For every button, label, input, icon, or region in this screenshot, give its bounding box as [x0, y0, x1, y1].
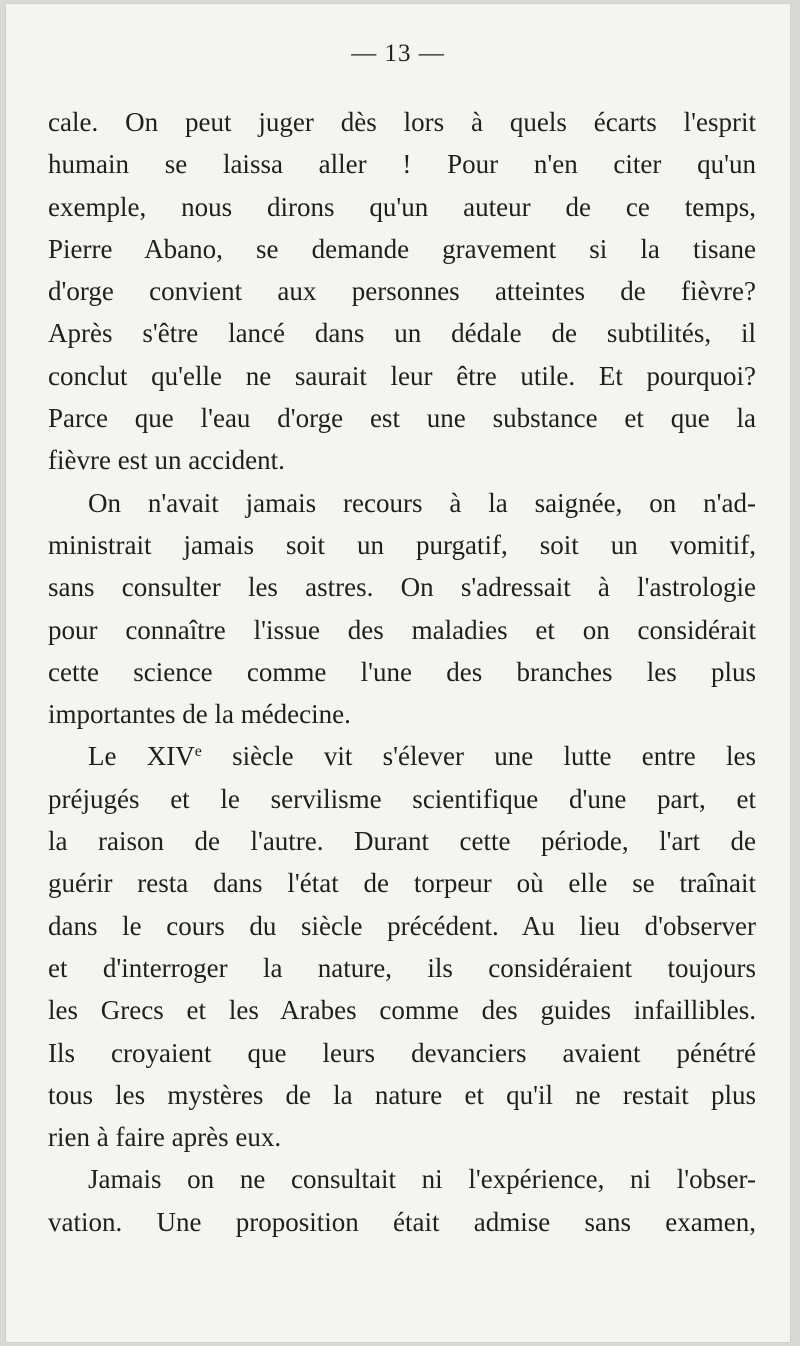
book-page — [6, 4, 790, 1342]
superscript: e — [194, 743, 202, 761]
page-number: — 13 — — [351, 40, 445, 67]
text-line: la raison de l'autre. Durant cette période, l'art de — [48, 826, 756, 857]
text-line: conclut qu'elle ne saurait leur être utile. Et pourquoi? — [48, 360, 756, 391]
text-fragment: siècle vit s'élever une lutte entre les — [201, 741, 756, 772]
text-line: exemple, nous dirons qu'un auteur de ce temps, — [48, 191, 756, 222]
text-line: On n'avait jamais recours à la saignée, on n'ad- — [88, 487, 756, 518]
text-line: préjugés et le servilisme scientifique d'une part, et — [48, 783, 756, 814]
text-line — [48, 735, 756, 777]
text-line: sans consulter les astres. On s'adressait à l'astrologie — [48, 572, 756, 603]
text-line: d'orge convient aux personnes atteintes de fièvre? — [48, 276, 756, 307]
text-line: cale. On peut juger dès lors à quels écarts l'esprit — [48, 107, 756, 137]
paragraph-3 — [48, 735, 756, 1158]
text-line: guérir resta dans l'état de torpeur où elle se traînait — [48, 868, 756, 899]
text-line: dans le cours du siècle précédent. Au lieu d'observer — [48, 910, 756, 941]
text-line: tous les mystères de la nature et qu'il ne restait plus — [48, 1079, 756, 1110]
text-line: et d'interroger la nature, ils considéraient toujours — [48, 952, 756, 983]
paragraph-1 — [48, 101, 756, 482]
text-line: Parce que l'eau d'orge est une substance et que la — [48, 403, 756, 434]
paragraph-4 — [48, 1158, 756, 1243]
paragraph-2 — [48, 482, 756, 736]
text-line: Pierre Abano, se demande gravement si la tisane — [48, 233, 756, 264]
text-line: Après s'être lancé dans un dédale de subtilités, il — [48, 318, 756, 349]
text-line: humain se laissa aller ! Pour n'en citer qu'un — [48, 149, 756, 180]
text-line: les Grecs et les Arabes comme des guides infaillibles. — [48, 995, 756, 1026]
text-line: importantes de la médecine. — [48, 699, 351, 730]
text-line: Jamais on ne consultait ni l'expérience, ni l'obser- — [88, 1164, 756, 1195]
text-line: pour connaître l'issue des maladies et on considérait — [48, 614, 756, 645]
text-line: Ils croyaient que leurs devanciers avaient pénétré — [48, 1037, 756, 1068]
text-line: fièvre est un accident. — [48, 445, 285, 476]
text-line: cette science comme l'une des branches les plus — [48, 656, 756, 687]
text-line: vation. Une proposition était admise sans examen, — [48, 1206, 756, 1237]
body-text — [48, 101, 756, 1243]
text-fragment: Le XIV — [88, 741, 195, 772]
text-line: rien à faire après eux. — [48, 1122, 282, 1153]
text-line: ministrait jamais soit un purgatif, soit un vomitif, — [48, 529, 756, 560]
